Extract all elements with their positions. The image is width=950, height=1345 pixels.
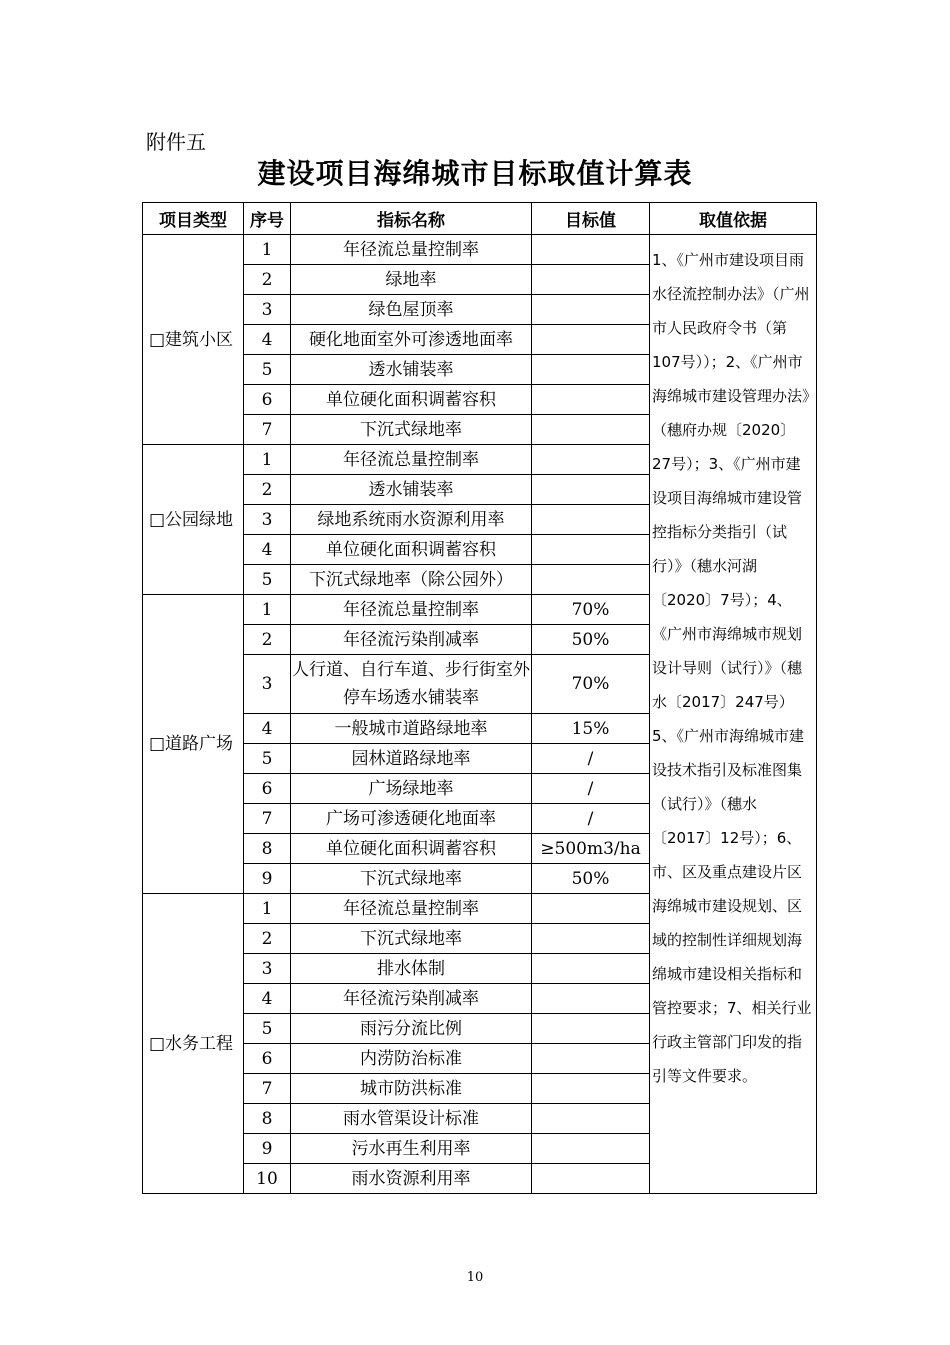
seq-cell: 4 [244,714,291,744]
target-value-cell [532,385,650,415]
target-value-cell [532,954,650,984]
category-cell: □水务工程 [143,894,244,1194]
target-value-cell: 50% [532,864,650,894]
target-value-cell: / [532,774,650,804]
indicator-name-cell: 排水体制 [291,954,532,984]
seq-cell: 6 [244,774,291,804]
indicator-name-cell: 年径流总量控制率 [291,894,532,924]
indicator-name-cell: 年径流污染削减率 [291,625,532,655]
target-value-cell [532,235,650,265]
target-value-cell: 15% [532,714,650,744]
target-value-cell [532,535,650,565]
seq-cell: 1 [244,894,291,924]
indicator-name-cell: 下沉式绿地率 [291,415,532,445]
target-value-cell [532,1134,650,1164]
target-value-cell: / [532,744,650,774]
table-body [143,235,817,1194]
indicator-name-cell: 广场绿地率 [291,774,532,804]
header-name: 指标名称 [291,203,532,235]
seq-cell: 7 [244,1074,291,1104]
indicator-name-cell: 年径流污染削减率 [291,984,532,1014]
target-value-cell: ≥500m3/ha [532,834,650,864]
basis-cell: 1、《广州市建设项目雨水径流控制办法》（广州市人民政府令书（第107号））；2、《广州市海绵城市建设管理办法》（穗府办规〔2020〕27号）；3、《广州市建设项目海绵城市建设管控指标分类指引（试行）》（穗水河湖〔2020〕7号）；4、《广州市海绵城市规划设计导则（试行）》（穗水〔2017〕247号）5、《广州市海绵城市建设技术指引及标准图集（试行）》（穗水〔2017〕12号）；6、市、区及重点建设片区海绵城市建设规划、区域的控制性详细规划海绵城市建设相关指标和管控要求；7、相关行业行政主管部门印发的指引等文件要求。 [650,235,817,1194]
attachment-label: 附件五 [146,130,206,154]
seq-cell: 8 [244,834,291,864]
target-value-cell: 50% [532,625,650,655]
indicator-name-cell: 雨水资源利用率 [291,1164,532,1194]
seq-cell: 5 [244,744,291,774]
target-value-cell [532,475,650,505]
header-type: 项目类型 [143,203,244,235]
seq-cell: 2 [244,265,291,295]
header-basis: 取值依据 [650,203,817,235]
indicator-name-cell: 绿色屋顶率 [291,295,532,325]
page-title: 建设项目海绵城市目标取值计算表 [257,157,693,190]
target-value-cell [532,1044,650,1074]
seq-cell: 4 [244,535,291,565]
target-value-cell [532,894,650,924]
indicator-name-cell: 透水铺装率 [291,475,532,505]
table-header-row [143,203,817,235]
seq-cell: 4 [244,325,291,355]
indicator-name-cell: 城市防洪标准 [291,1074,532,1104]
target-value-cell [532,445,650,475]
seq-cell: 1 [244,235,291,265]
seq-cell: 3 [244,505,291,535]
indicator-name-cell: 硬化地面室外可渗透地面率 [291,325,532,355]
seq-cell: 2 [244,475,291,505]
seq-cell: 6 [244,385,291,415]
category-cell: □公园绿地 [143,445,244,595]
target-value-cell: / [532,804,650,834]
seq-cell: 3 [244,295,291,325]
header-seq: 序号 [244,203,291,235]
indicator-name-cell: 广场可渗透硬化地面率 [291,804,532,834]
indicator-name-cell: 透水铺装率 [291,355,532,385]
category-cell: □道路广场 [143,595,244,894]
seq-cell: 8 [244,1104,291,1134]
indicator-name-cell: 人行道、自行车道、步行街室外停车场透水铺装率 [291,655,532,714]
indicator-name-cell: 年径流总量控制率 [291,445,532,475]
table-row [143,235,817,265]
seq-cell: 5 [244,1014,291,1044]
indicator-name-cell: 下沉式绿地率 [291,924,532,954]
target-value-table [142,202,817,1194]
seq-cell: 10 [244,1164,291,1194]
indicator-name-cell: 雨污分流比例 [291,1014,532,1044]
seq-cell: 4 [244,984,291,1014]
target-value-cell [532,1104,650,1134]
target-value-cell [532,415,650,445]
seq-cell: 2 [244,625,291,655]
target-value-cell [532,265,650,295]
page-number: 10 [466,1270,484,1285]
seq-cell: 1 [244,445,291,475]
indicator-name-cell: 年径流总量控制率 [291,235,532,265]
seq-cell: 9 [244,864,291,894]
target-value-cell [532,565,650,595]
seq-cell: 3 [244,954,291,984]
indicator-name-cell: 雨水管渠设计标准 [291,1104,532,1134]
indicator-name-cell: 内涝防治标准 [291,1044,532,1074]
seq-cell: 7 [244,804,291,834]
indicator-name-cell: 单位硬化面积调蓄容积 [291,535,532,565]
indicator-name-cell: 下沉式绿地率（除公园外） [291,565,532,595]
seq-cell: 5 [244,355,291,385]
target-value-cell [532,295,650,325]
target-value-cell [532,1014,650,1044]
seq-cell: 1 [244,595,291,625]
indicator-name-cell: 一般城市道路绿地率 [291,714,532,744]
seq-cell: 7 [244,415,291,445]
seq-cell: 6 [244,1044,291,1074]
indicator-name-cell: 绿地系统雨水资源利用率 [291,505,532,535]
target-value-cell [532,355,650,385]
target-value-cell [532,984,650,1014]
indicator-name-cell: 下沉式绿地率 [291,864,532,894]
target-value-cell [532,1164,650,1194]
indicator-name-cell: 绿地率 [291,265,532,295]
indicator-name-cell: 单位硬化面积调蓄容积 [291,385,532,415]
target-value-cell [532,1074,650,1104]
indicator-name-cell: 园林道路绿地率 [291,744,532,774]
target-value-cell: 70% [532,655,650,714]
indicator-name-cell: 年径流总量控制率 [291,595,532,625]
target-value-cell: 70% [532,595,650,625]
indicator-name-cell: 污水再生利用率 [291,1134,532,1164]
category-cell: □建筑小区 [143,235,244,445]
target-value-cell [532,505,650,535]
target-value-cell [532,924,650,954]
seq-cell: 9 [244,1134,291,1164]
seq-cell: 2 [244,924,291,954]
seq-cell: 5 [244,565,291,595]
target-value-cell [532,325,650,355]
seq-cell: 3 [244,655,291,714]
header-target: 目标值 [532,203,650,235]
indicator-name-cell: 单位硬化面积调蓄容积 [291,834,532,864]
